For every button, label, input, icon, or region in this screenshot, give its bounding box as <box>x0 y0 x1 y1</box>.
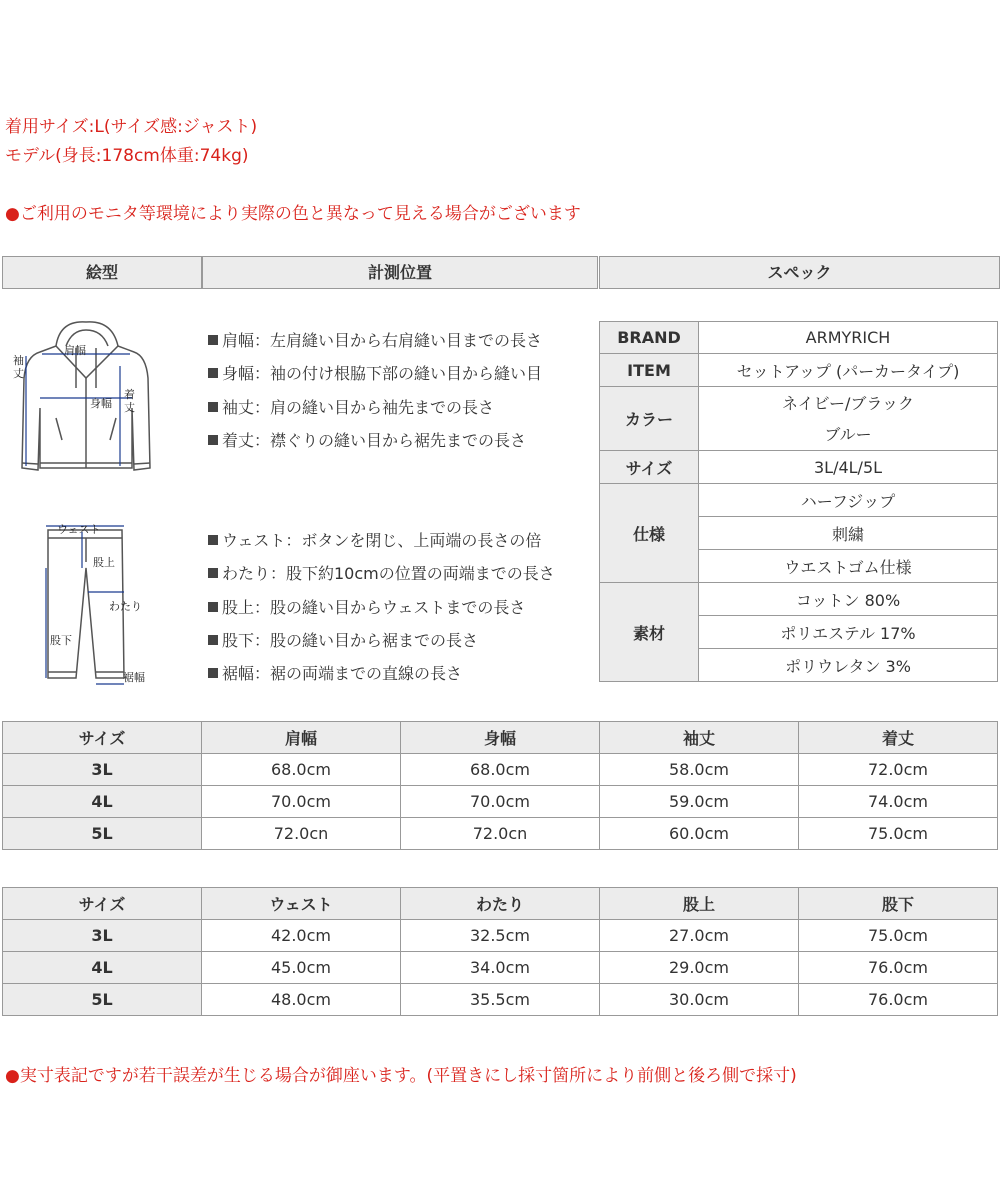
color-label: カラー <box>600 387 699 451</box>
color-value <box>699 387 998 451</box>
brand-value: ARMYRICH <box>699 322 998 354</box>
table-cell: 27.0cm <box>600 920 799 952</box>
label-hem: 裾幅 <box>123 671 145 684</box>
measure-text: ウェスト：ボタンを閉じ、上両端の長さの倍 <box>222 531 542 550</box>
measure-text: 着丈：襟ぐりの縫い目から裾先までの長さ <box>222 431 527 450</box>
header-illustration: 絵型 <box>2 256 202 289</box>
measure-item <box>208 428 526 451</box>
table-cell: 74.0cm <box>799 786 998 818</box>
label-length-b: 丈 <box>124 401 135 414</box>
table-cell: 30.0cm <box>600 984 799 1016</box>
table-cell: 75.0cm <box>799 818 998 850</box>
measure-item <box>208 661 462 684</box>
table-header-cell: 着丈 <box>799 722 998 754</box>
hoodie-illustration <box>8 318 168 483</box>
label-thigh: わたり <box>109 600 142 613</box>
model-info-text: モデル(身長:178cm体重:74kg) <box>5 146 249 166</box>
table-cell: 59.0cm <box>600 786 799 818</box>
measure-text: わたり：股下約10cmの位置の両端までの長さ <box>222 564 555 583</box>
color-value-1: ネイビー/ブラック <box>781 393 915 413</box>
table-cell: 5L <box>3 984 202 1016</box>
table-cell: 48.0cm <box>202 984 401 1016</box>
label-inseam: 股下 <box>50 634 72 647</box>
material-item: ポリエステル 17% <box>699 616 998 649</box>
item-label: ITEM <box>600 354 699 387</box>
header-spec: スペック <box>599 256 1000 289</box>
table-cell: 34.0cm <box>401 952 600 984</box>
measure-item <box>208 361 542 384</box>
table-cell: 68.0cm <box>202 754 401 786</box>
table-cell: 70.0cm <box>202 786 401 818</box>
material-item: コットン 80% <box>699 583 998 616</box>
size-value: 3L/4L/5L <box>699 451 998 484</box>
table-cell: 58.0cm <box>600 754 799 786</box>
table-header-row <box>3 888 998 920</box>
table-cell: 76.0cm <box>799 984 998 1016</box>
label-length-a: 着 <box>124 388 135 401</box>
color-value-2: ブルー <box>824 424 872 444</box>
feature-item: 刺繍 <box>699 517 998 550</box>
table-cell: 60.0cm <box>600 818 799 850</box>
label-sleeve-b: 丈 <box>13 367 24 380</box>
model-size-text: 着用サイズ:L(サイズ感:ジャスト) <box>5 117 258 137</box>
header-measure-position: 計測位置 <box>202 256 598 289</box>
spec-table <box>599 321 998 682</box>
features-label: 仕様 <box>600 484 699 583</box>
measure-text: 股上：股の縫い目からウェストまでの長さ <box>222 598 526 617</box>
table-header-cell: サイズ <box>3 888 202 920</box>
table-cell: 3L <box>3 754 202 786</box>
measure-text: 身幅：袖の付け根脇下部の縫い目から縫い目 <box>222 364 543 383</box>
table-cell: 76.0cm <box>799 952 998 984</box>
measure-item <box>208 395 494 418</box>
measure-item <box>208 595 525 618</box>
table-cell: 32.5cm <box>401 920 600 952</box>
table-cell: 68.0cm <box>401 754 600 786</box>
table-cell: 4L <box>3 786 202 818</box>
table-row <box>3 952 998 984</box>
measure-text: 股下：股の縫い目から裾までの長さ <box>222 631 479 650</box>
label-waist: ウェスト <box>57 523 101 536</box>
measurement-disclaimer: ●実寸表記ですが若干誤差が生じる場合が御座います。(平置きにし採寸箇所により前側と後ろ側で採寸) <box>5 1066 797 1086</box>
material-item: ポリウレタン 3% <box>699 649 998 682</box>
table-cell: 4L <box>3 952 202 984</box>
table-header-cell: 袖丈 <box>600 722 799 754</box>
feature-item: ウエストゴム仕様 <box>699 550 998 583</box>
table-header-cell: 股下 <box>799 888 998 920</box>
table-row <box>3 786 998 818</box>
section-header-row <box>0 256 1000 289</box>
measure-text: 袖丈：肩の縫い目から袖先までの長さ <box>222 398 495 417</box>
measure-item <box>208 328 542 351</box>
top-size-table <box>2 721 998 850</box>
table-cell: 72.0cn <box>401 818 600 850</box>
material-label: 素材 <box>600 583 699 682</box>
measure-item <box>208 628 478 651</box>
label-body-width: 身幅 <box>90 397 112 410</box>
label-sleeve-a: 袖 <box>13 354 24 367</box>
table-header-cell: 身幅 <box>401 722 600 754</box>
measure-text: 肩幅：左肩縫い目から右肩縫い目までの長さ <box>222 331 543 350</box>
size-label: サイズ <box>600 451 699 484</box>
table-cell: 72.0cn <box>202 818 401 850</box>
table-header-row <box>3 722 998 754</box>
measure-item <box>208 561 555 584</box>
label-shoulder: 肩幅 <box>64 344 86 357</box>
table-row <box>3 818 998 850</box>
table-cell: 70.0cm <box>401 786 600 818</box>
label-rise: 股上 <box>93 556 115 569</box>
item-value: セットアップ (パーカータイプ) <box>699 354 998 387</box>
table-cell: 42.0cm <box>202 920 401 952</box>
table-header-cell: 肩幅 <box>202 722 401 754</box>
table-cell: 75.0cm <box>799 920 998 952</box>
table-row <box>3 984 998 1016</box>
table-cell: 3L <box>3 920 202 952</box>
table-header-cell: ウェスト <box>202 888 401 920</box>
color-notice-text: ●ご利用のモニタ等環境により実際の色と異なって見える場合がございます <box>5 204 581 224</box>
feature-item: ハーフジップ <box>699 484 998 517</box>
table-cell: 45.0cm <box>202 952 401 984</box>
table-header-cell: サイズ <box>3 722 202 754</box>
table-header-cell: わたり <box>401 888 600 920</box>
table-cell: 29.0cm <box>600 952 799 984</box>
measure-item <box>208 528 541 551</box>
table-row <box>3 920 998 952</box>
table-row <box>3 754 998 786</box>
table-cell: 72.0cm <box>799 754 998 786</box>
brand-label: BRAND <box>600 322 699 354</box>
table-cell: 5L <box>3 818 202 850</box>
table-cell: 35.5cm <box>401 984 600 1016</box>
bottom-size-table <box>2 887 998 1016</box>
measure-text: 裾幅：裾の両端までの直線の長さ <box>222 664 463 683</box>
table-header-cell: 股上 <box>600 888 799 920</box>
